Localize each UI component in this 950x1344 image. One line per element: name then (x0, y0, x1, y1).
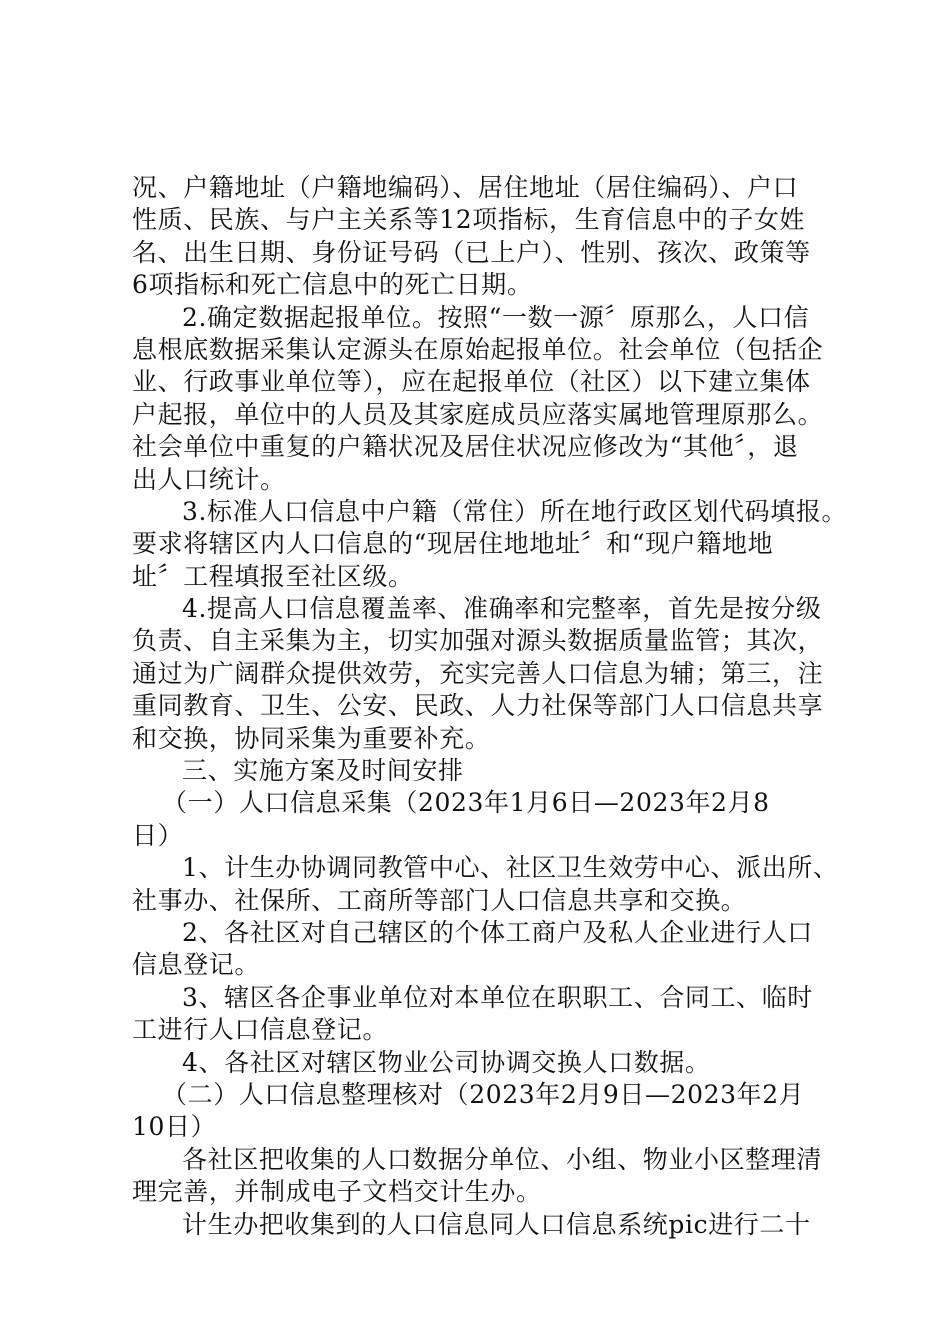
text-line: 业、行政事业单位等），应在起报单位（社区）以下建立集体 (132, 367, 811, 397)
paragraph-start-line: 2、各社区对自己辖区的个体工商户及私人企业进行人口 (182, 917, 813, 947)
subsection-heading: （一）人口信息采集（2023年1月6日—2023年2月8 (162, 788, 770, 818)
text-line: 社会单位中重复的户籍状况及居住状况应修改为“其他〞，退 (132, 432, 799, 462)
text-line: 名、出生日期、身份证号码（已上户）、性别、孩次、政策等 (132, 237, 811, 267)
text-line: 息根底数据采集认定源头在原始起报单位。社会单位（包括企 (132, 334, 824, 364)
text-line: 6项指标和死亡信息中的死亡日期。 (132, 270, 533, 300)
paragraph-start-line: 2.确定数据起报单位。按照“一数一源〞原那么，人口信 (182, 302, 810, 332)
text-line: 工进行人口信息登记。 (132, 1015, 389, 1045)
text-line: 出人口统计。 (132, 464, 286, 494)
text-line: 负责、自主采集为主，切实加强对源头数据质量监管；其次， (132, 626, 824, 656)
paragraph-start-line: 3.标准人口信息中户籍（常住）所在地行政区划代码填报。 (182, 496, 848, 526)
text-line: 理完善，并制成电子文档交计生办。 (132, 1177, 542, 1207)
paragraph-start-line: 1、计生办协调同教管中心、社区卫生效劳中心、派出所、 (182, 853, 839, 883)
text-line: 信息登记。 (132, 950, 261, 980)
text-line: 重同教育、卫生、公安、民政、人力社保等部门人口信息共享 (132, 691, 824, 721)
text-line: 通过为广阔群众提供效劳，充实完善人口信息为辅；第三，注 (132, 658, 824, 688)
paragraph-start-line: 3、辖区各企事业单位对本单位在职职工、合同工、临时 (182, 982, 813, 1012)
subsection-heading: （二）人口信息整理核对（2023年2月9日—2023年2月 (162, 1079, 805, 1109)
paragraph-start-line: 计生办把收集到的人口信息同人口信息系统pic进行二十 (182, 1209, 811, 1239)
paragraph-start-line: 4.提高人口信息覆盖率、准确率和完整率，首先是按分级 (182, 594, 822, 624)
document-body (132, 172, 848, 1241)
paragraph-start-line: 4、各社区对辖区物业公司协调交换人口数据。 (182, 1047, 711, 1077)
section-heading: 三、实施方案及时间安排 (182, 756, 464, 786)
paragraph-start-line: 各社区把收集的人口数据分单位、小组、物业小区整理清 (182, 1144, 823, 1174)
text-line: 日） (132, 820, 184, 850)
text-line: 址〞工程填报至社区级。 (132, 561, 414, 591)
text-line: 和交换，协同采集为重要补充。 (132, 723, 491, 753)
text-line: 户起报，单位中的人员及其家庭成员应落实属地管理原那么。 (132, 399, 824, 429)
text-line: 性质、民族、与户主关系等12项指标，生育信息中的子女姓 (132, 205, 806, 235)
text-line: 要求将辖区内人口信息的“现居住地地址〞和“现户籍地地 (132, 529, 774, 559)
text-line: 况、户籍地址（户籍地编码）、居住地址（居住编码）、户口 (132, 173, 799, 202)
text-line: 社事办、社保所、工商所等部门人口信息共享和交换。 (132, 885, 747, 915)
text-line: 10日） (132, 1112, 217, 1142)
